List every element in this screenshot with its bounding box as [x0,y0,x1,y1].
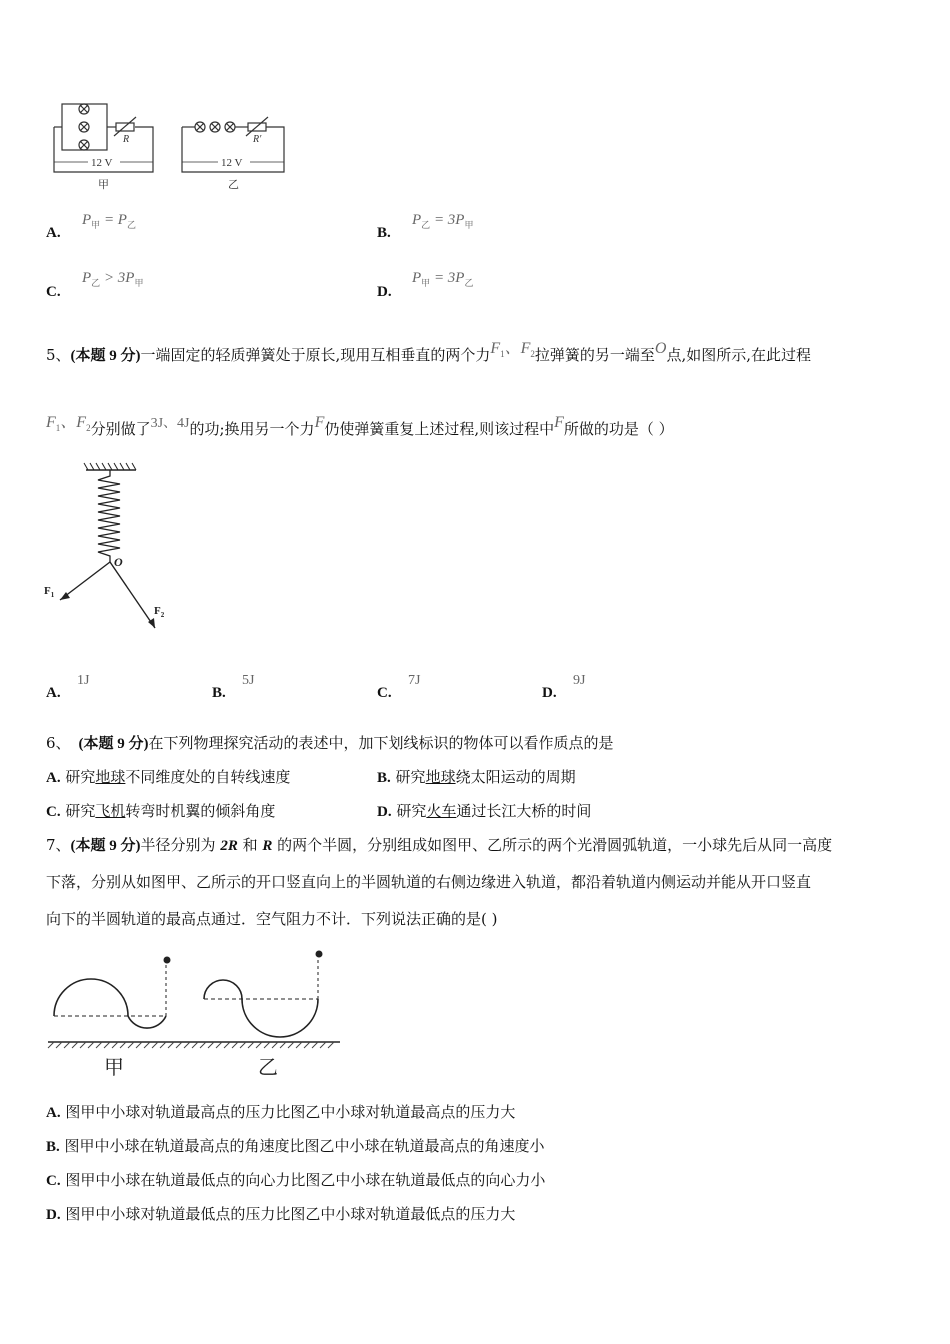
spring-figure [40,460,190,635]
q5-line-1: 5、(本题 9 分)一端固定的轻质弹簧处于原长,现用互相垂直的两个力$F_1$、$F_2$拉弹簧的另一端至O点,如图所示,在此过程 [46,340,812,364]
spring-coil [98,470,120,562]
q4-option-c-formula: $P_乙 > 3P_甲$ [82,270,144,288]
q5-line-2: $F_1$、$F_2$分别做了3J、4J的功;换用另一个力F仍使弹簧重复上述过程,则该过程中F所做的功是（ ） [46,414,674,438]
q7-line-1: 7、(本题 9 分)半径分别为 2R 和 R 的两个半圆，分别组成如图甲、乙所示的两个光滑圆弧轨道，一小球先后从同一高度 [46,836,833,854]
q5-option-a-letter: A. [46,685,61,701]
q7-option-a: A. 图甲中小球对轨道最高点的压力比图乙中小球对轨道最高点的压力大 [46,1103,516,1121]
q4-option-b-formula: $P_乙 = 3P_甲$ [412,212,474,230]
circuit-jia-voltage: 12 V [91,157,113,169]
q6-score: (本题 9 分) [78,736,149,752]
q7-option-b: B. 图甲中小球在轨道最高点的角速度比图乙中小球在轨道最高点的角速度小 [46,1137,545,1155]
q6-option-d: D. 研究火车通过长江大桥的时间 [377,802,592,820]
q7-number: 7、 [46,836,71,854]
q7-option-c: C. 图甲中小球在轨道最低点的向心力比图乙中小球在轨道最低点的向心力小 [46,1171,546,1189]
q7-line-3: 向下的半圆轨道的最高点通过．空气阻力不计．下列说法正确的是( ) [46,910,498,928]
circuit-yi-label: 乙 [228,179,239,191]
circuit-yi-voltage: 12 V [221,157,243,169]
q4-option-a-formula: $P_甲 = P_乙$ [82,212,136,230]
q5-option-a-value: 1J [77,673,90,688]
circuit-jia-resistor: R [123,134,130,145]
spring-label-f2: $F_2$ [154,605,165,619]
q6-number: 6、 [46,734,71,752]
spring-label-f1: $F_1$ [44,585,55,599]
q5-option-c-value: 7J [408,673,421,688]
q4-option-d-letter: D. [377,284,392,300]
q5-option-b-letter: B. [212,685,226,701]
q5-option-d-letter: D. [542,685,557,701]
q4-option-a-letter: A. [46,225,61,241]
q5-option-d-value: 9J [573,673,586,688]
track-figure [44,944,344,1084]
circuit-jia-label: 甲 [98,179,109,191]
q6-stem: 6、 (本题 9 分)在下列物理探究活动的表述中，加下划线标识的物体可以看作质点的是 [46,734,614,752]
q4-option-c-letter: C. [46,284,61,300]
circuit-diagrams [40,90,300,200]
q6-option-a: A. 研究地球不同维度处的自转线速度 [46,768,291,786]
q5-score: (本题 9 分) [70,348,141,364]
q4-option-d-formula: $P_甲 = 3P_乙$ [412,270,474,288]
q7-line-2: 下落，分别从如图甲、乙所示的开口竖直向上的半圆轨道的右侧边缘进入轨道，都沿着轨道内侧运动并能从开口竖直 [46,873,812,891]
q6-option-c: C. 研究飞机转弯时机翼的倾斜角度 [46,802,276,820]
q5-option-b-value: 5J [242,673,255,688]
q4-option-b-letter: B. [377,225,391,241]
track-label-yi: 乙 [258,1057,278,1079]
q6-option-b: B. 研究地球绕太阳运动的周期 [377,768,576,786]
q5-option-c-letter: C. [377,685,392,701]
circuit-yi-resistor: R′ [253,134,262,145]
spring-label-o: O [114,555,123,569]
track-label-jia: 甲 [104,1057,124,1079]
q7-score: (本题 9 分) [70,838,141,854]
q5-number: 5、 [46,346,71,364]
q7-option-d: D. 图甲中小球对轨道最低点的压力比图乙中小球对轨道最低点的压力大 [46,1205,516,1223]
